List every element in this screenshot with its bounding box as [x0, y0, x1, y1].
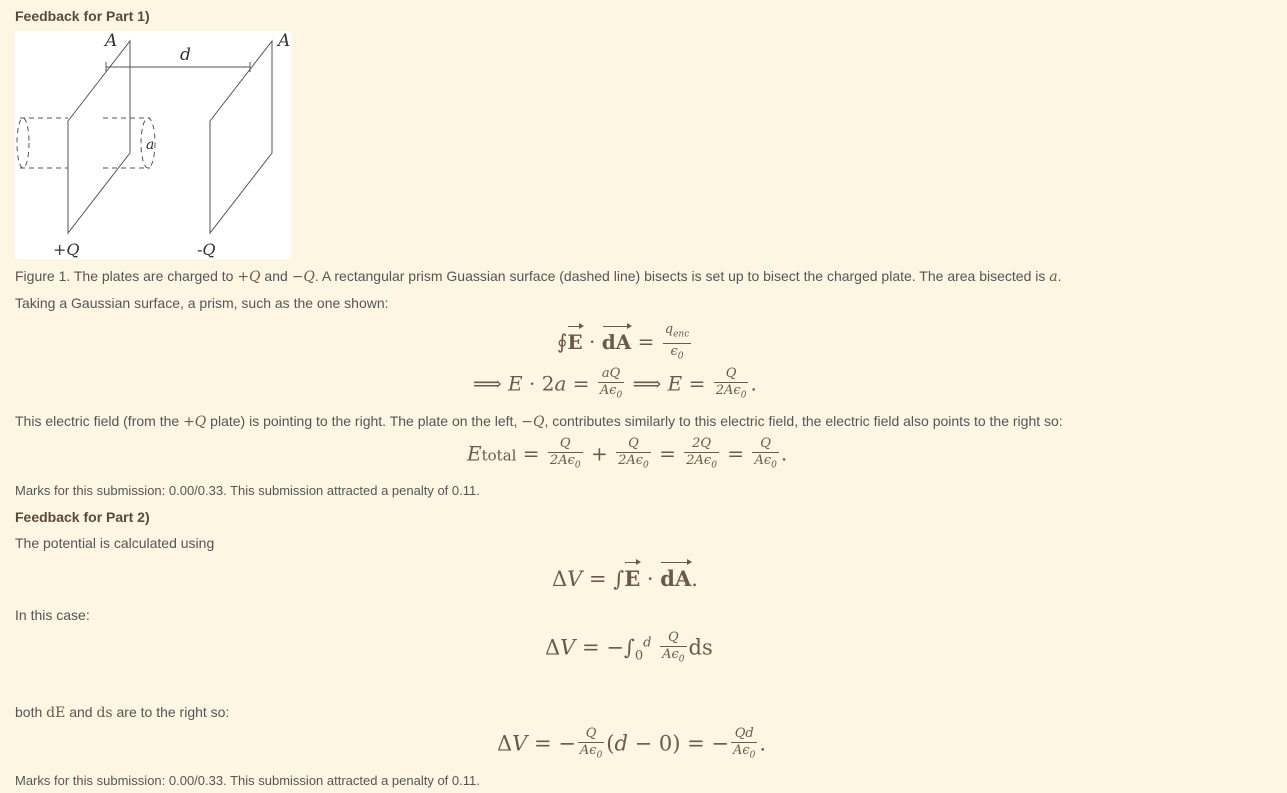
left-plate	[68, 41, 130, 233]
part2-direction-note: both dE and ds are to the right so:	[15, 704, 230, 721]
part2-heading: Feedback for Part 2)	[15, 509, 150, 525]
part2-intro: The potential is calculated using	[15, 535, 215, 551]
potential-result-equation: ΔV = − $\frac{Q}{A\epsilon_0}$ (d − 0) = − $\frac{Qd}{A\epsilon_0}$ .	[497, 726, 767, 761]
part2-case: In this case:	[15, 607, 90, 623]
gauss-law-equation: ∮E · dA = $\frac{q_{enc}}{\epsilon_0}$	[557, 322, 690, 362]
capacitor-diagram	[15, 31, 291, 259]
part1-marks: Marks for this submission: 0.00/0.33. This submission attracted a penalty of 0.11.	[15, 483, 480, 498]
label-minus-q: -Q	[197, 240, 216, 259]
part1-intro: Taking a Gaussian surface, a prism, such as the one shown:	[15, 295, 389, 311]
capacitor-figure	[15, 31, 291, 259]
potential-definition-equation: ΔV = ∫E · dA.	[552, 566, 698, 591]
label-d: d	[180, 45, 191, 65]
right-plate	[210, 41, 272, 233]
label-a-left: A	[105, 31, 118, 51]
part1-explanation: This electric field (from the +Q plate) is pointing to the right. The plate on the left, −Q, contributes similarly to this electric field, the electric field also points to the right so:	[15, 413, 1063, 430]
field-derivation-equation: ⟹ E · 2a = $\frac{aQ}{A\epsilon_0}$ ⟹ E = $\frac{Q}{2A\epsilon_0}$ .	[473, 366, 757, 401]
label-a-right: A	[278, 31, 291, 51]
potential-integral-equation: $\Delta V = -\int_0^d$ $\frac{Q}{A\epsilon_0}$ ds	[545, 630, 713, 665]
label-plus-q: +Q	[53, 240, 80, 259]
label-a-area: a	[146, 137, 155, 153]
total-field-equation: Etotal = $\frac{Q}{2A\epsilon_0}$ + $\frac{Q}{2A\epsilon_0}$ = $\frac{2Q}{2A\epsilon_0}$ = $\frac{Q}{A\epsilon_0}$ .	[467, 436, 788, 471]
gaussian-surface	[17, 118, 155, 168]
figure-caption: Figure 1. The plates are charged to +Q and −Q. A rectangular prism Guassian surface (dashed line) bisects is set up to bisect the charged plate. The area bisected is a.	[15, 268, 1062, 285]
part2-marks: Marks for this submission: 0.00/0.33. This submission attracted a penalty of 0.11.	[15, 773, 480, 788]
part1-heading: Feedback for Part 1)	[15, 8, 150, 24]
